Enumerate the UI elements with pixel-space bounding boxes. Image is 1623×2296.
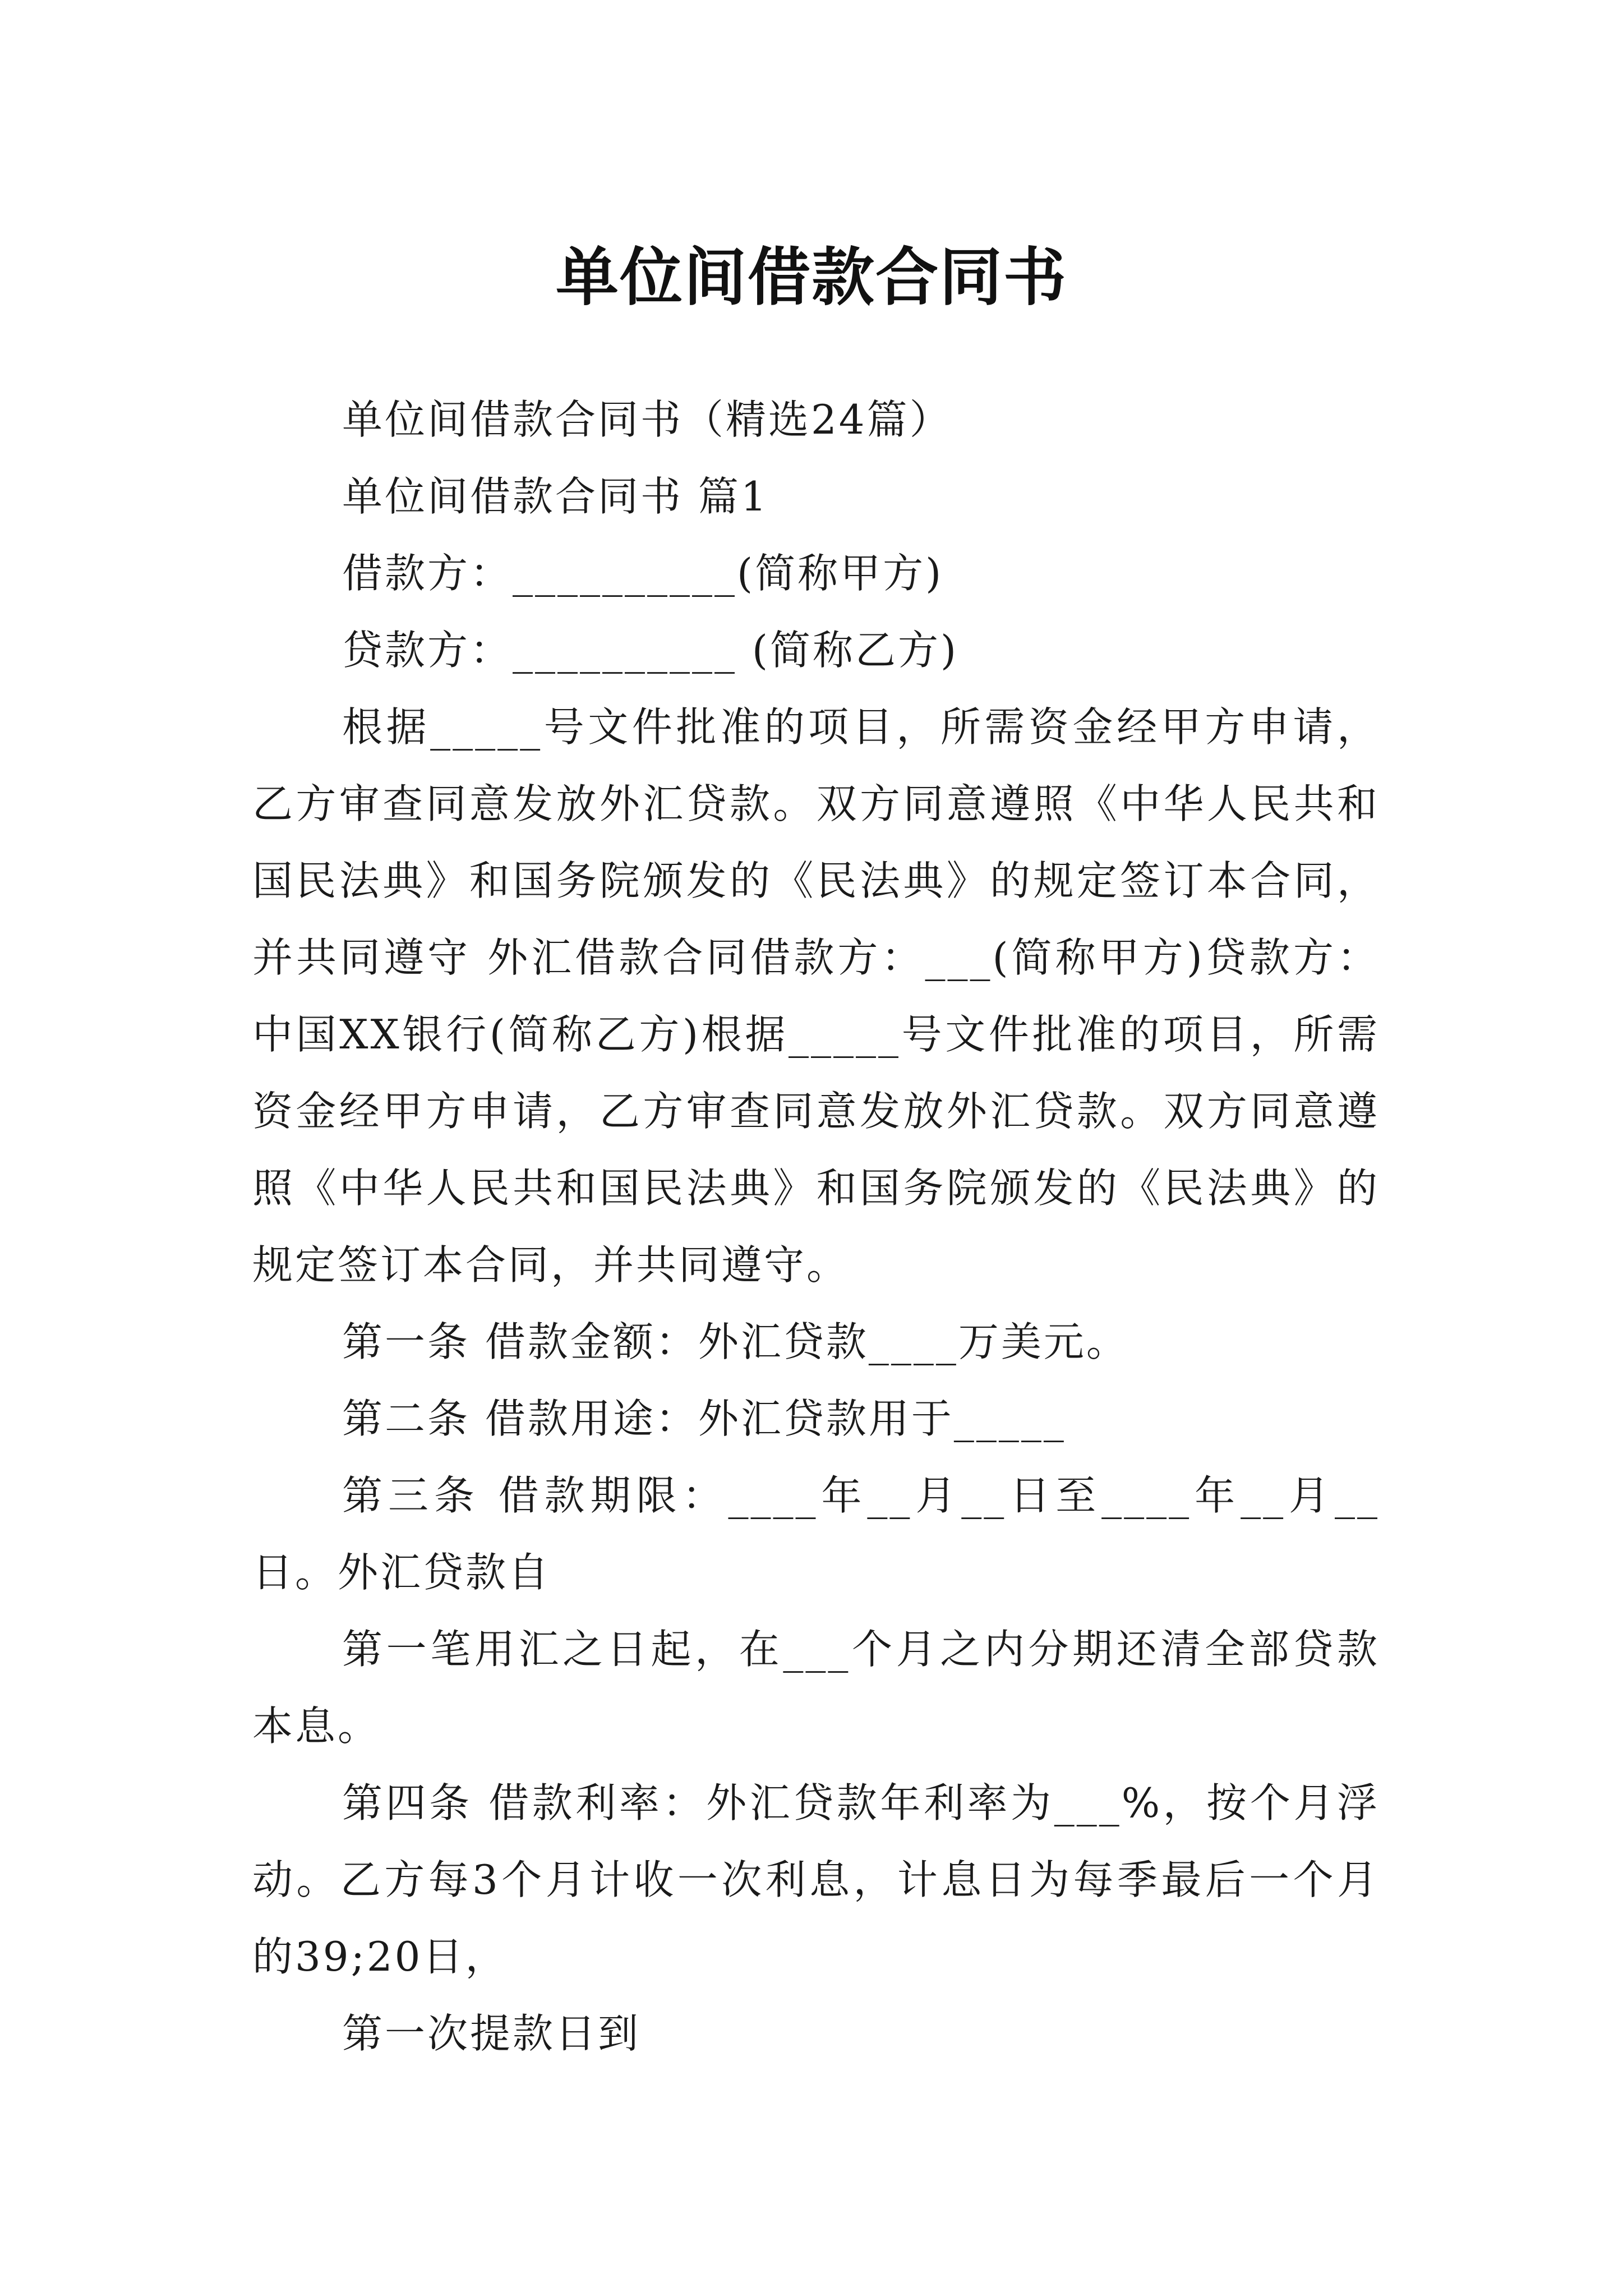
paragraph-article-4: 第四条 借款利率：外汇贷款年利率为___%，按个月浮动。乙方每3个月计收一次利息，计息日为每季最后一个月的39;20日， xyxy=(252,1779,1380,1980)
document-title: 单位间借款合同书 xyxy=(556,241,1067,315)
paragraph-article-3: 第三条 借款期限：____年__月__日至____年__月__日。外汇贷款自 xyxy=(252,1472,1380,1596)
paragraph-article-1: 第一条 借款金额：外汇贷款____万美元。 xyxy=(342,1318,1129,1365)
paragraph-preamble: 根据_____号文件批准的项目，所需资金经甲方申请，乙方审查同意发放外汇贷款。双方同意遵照《中华人民共和国民法典》和国务院颁发的《民法典》的规定签订本合同，并共同遵守 外汇借款合同借款方：___(简称甲方)贷款方：中国XX银行(简称乙方)根据_____号文件批准的项目，所需资金经甲方申请，乙方审查同意发放外汇贷款。双方同意遵照《中华人民共和国民法典》和国务院颁发的《民法典》的规定签订本合同，并共同遵守。 xyxy=(252,703,1380,1289)
paragraph-subtitle: 单位间借款合同书（精选24篇） xyxy=(342,396,952,443)
paragraph-lender: 贷款方：__________ (简称乙方) xyxy=(342,627,959,674)
document-body xyxy=(252,381,1380,2072)
paragraph-repayment: 第一笔用汇之日起，在___个月之内分期还清全部贷款本息。 xyxy=(252,1626,1380,1750)
paragraph-first-drawdown: 第一次提款日到 xyxy=(342,2010,641,2057)
paragraph-section-heading: 单位间借款合同书 篇1 xyxy=(342,473,769,520)
paragraph-article-2: 第二条 借款用途：外汇贷款用于_____ xyxy=(342,1395,1066,1442)
paragraph-borrower: 借款方：__________(简称甲方) xyxy=(342,550,944,597)
